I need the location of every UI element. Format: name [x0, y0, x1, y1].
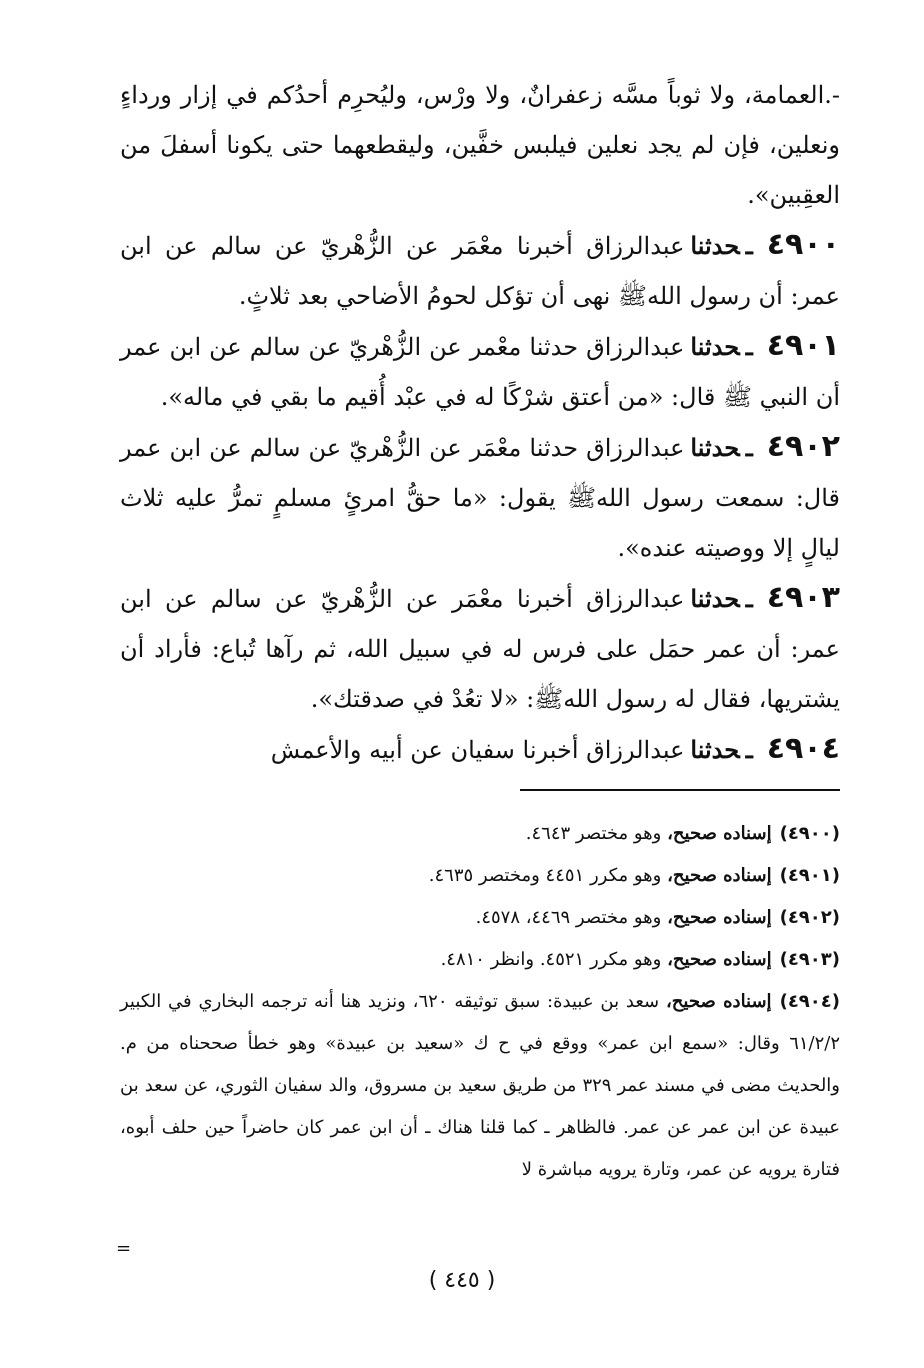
hadith-number: ٤٩٠٤	[766, 731, 840, 766]
footnote-ref: (٤٩٠٢)	[779, 907, 840, 928]
hadith-number: ٤٩٠١	[766, 328, 840, 363]
hadith-dash: ـ	[745, 584, 753, 613]
main-text	[120, 70, 840, 775]
intro-paragraph: -.العمامة، ولا ثوباً مسَّه زعفرانٌ، ولا ورْس، وليُحرِم أحدُكم في إزار ورداءٍ ونعلين، فإن لم يجد نعلين فيلبس خفَّين، وليقطعهما حتى يكونا أسفلَ من العقِبين».	[120, 81, 840, 209]
footnote-text: وهو مكرر ٤٥٢١. وانظر ٤٨١٠.	[440, 949, 662, 970]
footnote-ref: (٤٩٠٤)	[779, 991, 840, 1012]
hadith-4900	[120, 220, 840, 321]
hadith-4903	[120, 573, 840, 724]
footnote-4903	[120, 939, 840, 981]
hadith-number: ٤٩٠٣	[766, 580, 840, 615]
hadith-lead-word: حدثنا	[690, 231, 740, 260]
footnote-separator	[520, 789, 840, 791]
hadith-lead-word: حدثنا	[690, 735, 740, 764]
continuation-mark: =	[116, 1238, 132, 1259]
footnote-4900	[120, 813, 840, 855]
hadith-text: عبدالرزاق حدثنا معْمر عن الزُّهْريّ عن سالم عن ابن عمر أن النبي ﷺ قال: «من أعتق شرْكًا له في عبْد أُقيم ما بقي في ماله».	[120, 333, 840, 411]
footnote-grade: إسناده صحيح،	[665, 991, 772, 1012]
hadith-4901	[120, 321, 840, 422]
hadith-text: عبدالرزاق حدثنا معْمَر عن الزُّهْريّ عن سالم عن ابن عمر قال: سمعت رسول اللهﷺ يقول: «ما حقُّ امرئٍ مسلمٍ تمرُّ عليه ثلاث ليالٍ إلا ووصيته عنده».	[120, 434, 840, 562]
hadith-dash: ـ	[745, 332, 753, 361]
footnote-4901	[120, 855, 840, 897]
hadith-lead-word: حدثنا	[690, 584, 740, 613]
hadith-dash: ـ	[745, 231, 753, 260]
footnote-ref: (٤٩٠١)	[779, 865, 840, 886]
footnote-grade: إسناده صحيح،	[667, 865, 772, 886]
hadith-text: عبدالرزاق أخبرنا سفيان عن أبيه والأعمش	[270, 736, 685, 764]
footnote-grade: إسناده صحيح،	[667, 907, 772, 928]
hadith-text: عبدالرزاق أخبرنا معْمَر عن الزُّهْريّ عن سالم عن ابن عمر: أن عمر حمَل على فرس له في سبيل الله، ثم رآها تُباع: فأراد أن يشتريها، فقال له رسول اللهﷺ: «لا تعُدْ في صدقتك».	[120, 585, 840, 713]
hadith-lead-word: حدثنا	[690, 433, 740, 462]
hadith-text: عبدالرزاق أخبرنا معْمَر عن الزُّهْريّ عن سالم عن ابن عمر: أن رسول اللهﷺ نهى أن تؤكل لحومُ الأضاحي بعد ثلاثٍ.	[120, 232, 840, 310]
hadith-lead-word: حدثنا	[690, 332, 740, 361]
page-number: ( ٤٤٥ )	[428, 1268, 496, 1293]
hadith-4904	[120, 724, 840, 775]
footnote-text: سعد بن عبيدة: سبق توثيقه ٦٢٠، ونزيد هنا أنه ترجمه البخاري في الكبير ٦١/٢/٢ وقال: «سمع ابن عمر» ووقع في ح ك «سعيد بن عبيدة» وهو خطأ صححناه من م. والحديث مضى في مسند عمر ٣٢٩ من طريق سعيد بن مسروق، والد سفيان الثوري، عن سعد بن عبيدة عن ابن عمر عن عمر. فالظاهر ـ كما قلنا هناك ـ أن ابن عمر كان حاضراً حين حلف أبوه، فتارة يرويه عن عمر، وتارة يرويه مباشرة لا	[120, 991, 841, 1180]
hadith-4902	[120, 422, 840, 573]
footnote-grade: إسناده صحيح،	[667, 823, 772, 844]
hadith-dash: ـ	[745, 735, 753, 764]
footnote-4904	[120, 981, 840, 1191]
footnote-text: وهو مختصر ٤٤٦٩، ٤٥٧٨.	[475, 907, 662, 928]
footnotes	[120, 813, 840, 1191]
footnote-text: وهو مختصر ٤٦٤٣.	[525, 823, 662, 844]
hadith-number: ٤٩٠٠	[766, 227, 840, 262]
footnote-4902	[120, 897, 840, 939]
footnote-grade: إسناده صحيح،	[667, 949, 772, 970]
footnote-ref: (٤٩٠٣)	[779, 949, 840, 970]
footnote-text: وهو مكرر ٤٤٥١ ومختصر ٤٦٣٥.	[428, 865, 662, 886]
book-page	[116, 70, 841, 1310]
hadith-number: ٤٩٠٢	[766, 429, 840, 464]
footnote-ref: (٤٩٠٠)	[779, 823, 840, 844]
hadith-dash: ـ	[745, 433, 753, 462]
